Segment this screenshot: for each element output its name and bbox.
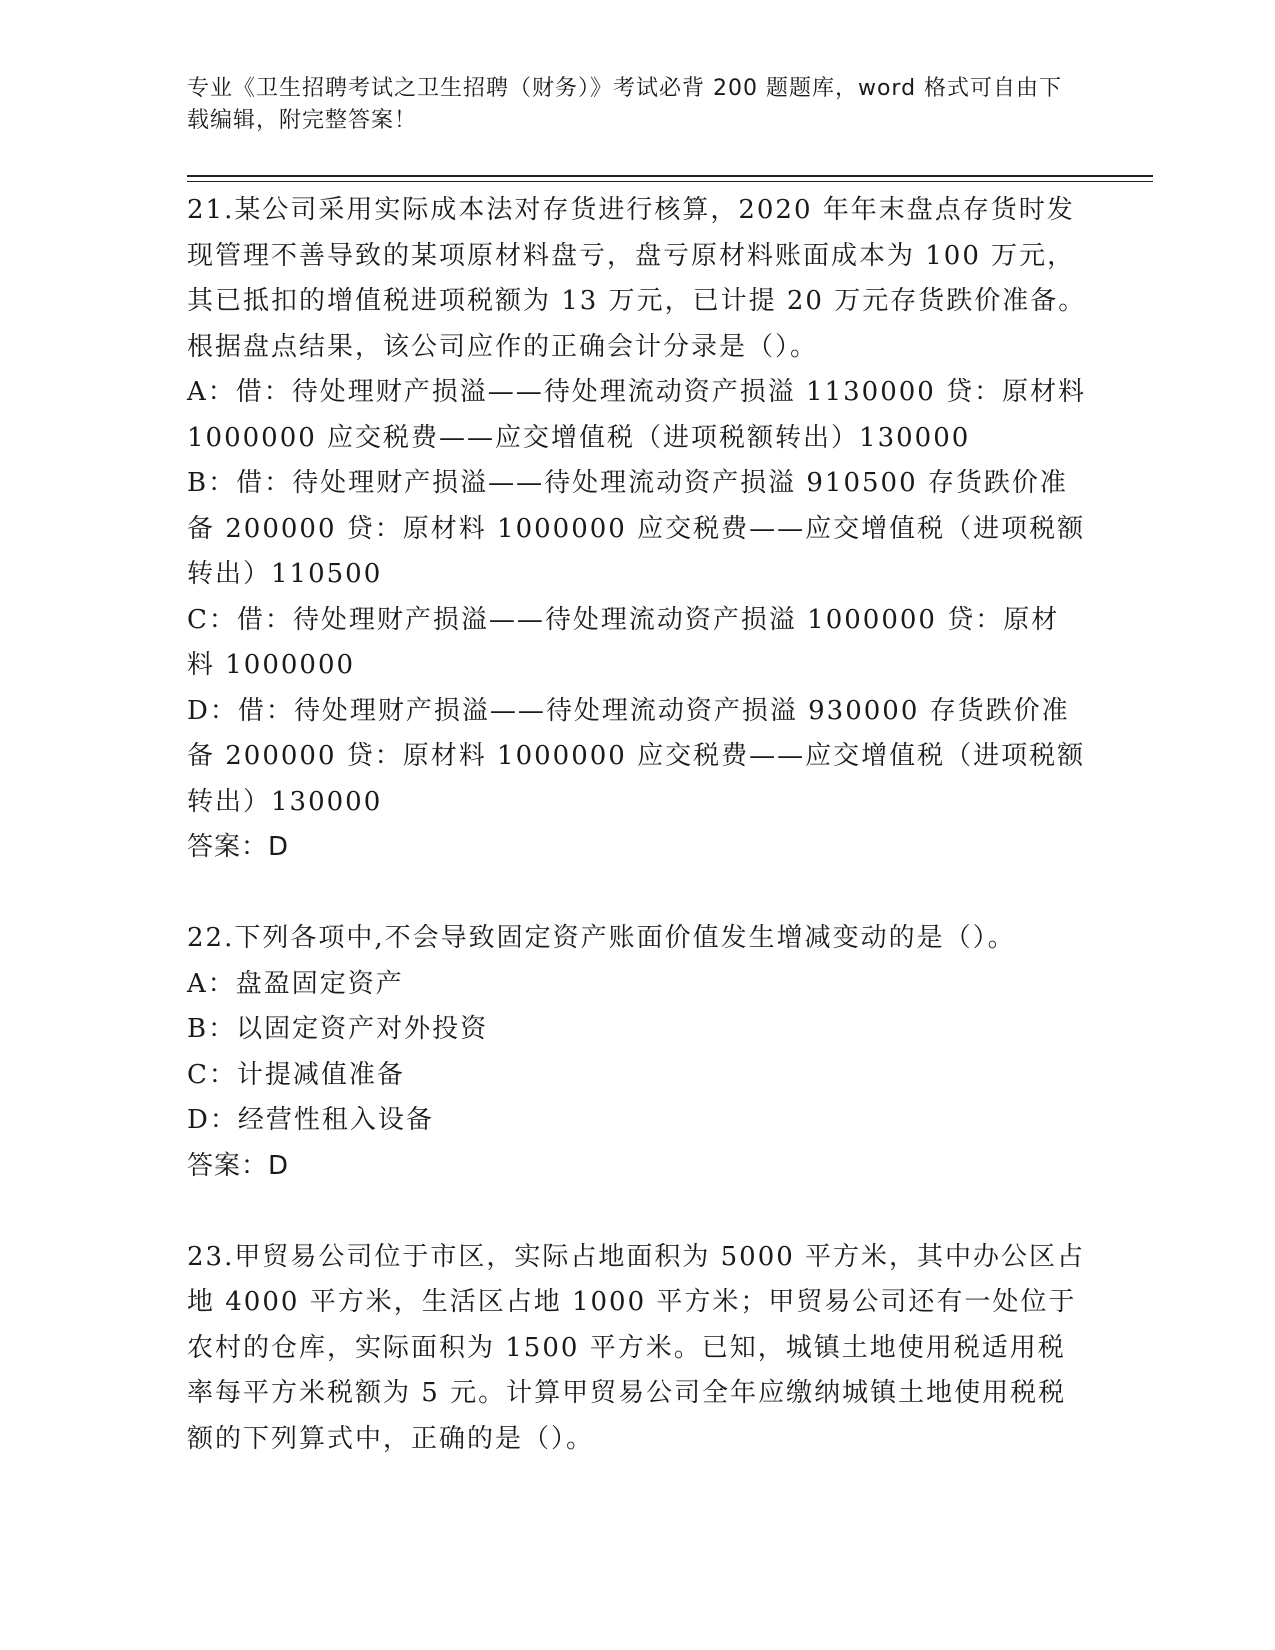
question-22 [187,916,1087,1189]
option-a: A：借：待处理财产损溢——待处理流动资产损溢 1130000 贷：原材料 1000000 应交税费——应交增值税（进项税额转出）130000 [187,377,1087,453]
option-c: C：计提减值准备 [187,1059,405,1090]
answer: 答案：D [187,1150,290,1181]
option-b: B：以固定资产对外投资 [187,1014,489,1044]
option-c: C：借：待处理财产损溢——待处理流动资产损溢 1000000 贷：原材料 1000000 [187,604,1060,680]
question-list [187,188,1087,1462]
question-23 [187,1235,1087,1463]
spacer [187,871,1087,917]
option-d: D：经营性租入设备 [187,1105,434,1135]
question-stem: 22.下列各项中,不会导致固定资产账面价值发生增减变动的是（）。 [187,923,1016,953]
header-rule-thick [187,175,1153,177]
option-a: A：盘盈固定资产 [187,968,404,999]
option-d: D：借：待处理财产损溢——待处理流动资产损溢 930000 存货跌价准备 200000 贷：原材料 1000000 应交税费——应交增值税（进项税额转出）130000 [187,695,1086,817]
question-stem: 23.甲贸易公司位于市区，实际占地面积为 5000 平方米，其中办公区占地 4000 平方米，生活区占地 1000 平方米；甲贸易公司还有一处位于农村的仓库，实际面积为 1500 平方米。已知，城镇土地使用税适用税率每平方米税额为 5 元。计算甲贸易公司全年应缴纳城镇土地使用税税额的下列算式中，正确的是（）。 [187,1241,1086,1454]
answer: 答案：D [187,832,290,862]
question-21 [187,188,1087,871]
header-rule-thin [187,181,1153,182]
spacer [187,1189,1087,1235]
option-b: B：借：待处理财产损溢——待处理流动资产损溢 910500 存货跌价准备 200000 贷：原材料 1000000 应交税费——应交增值税（进项税额转出）110500 [187,468,1086,589]
question-stem: 21.某公司采用实际成本法对存货进行核算，2020 年年末盘点存货时发现管理不善导致的某项原材料盘亏，盘亏原材料账面成本为 100 万元，其已抵扣的增值税进项税额为 13 万元，已计提 20 万元存货跌价准备。根据盘点结果，该公司应作的正确会计分录是（）。 [187,195,1087,362]
page-header: 专业《卫生招聘考试之卫生招聘（财务）》考试必背 200 题题库，word 格式可自由下载编辑，附完整答案！ [187,76,1063,133]
